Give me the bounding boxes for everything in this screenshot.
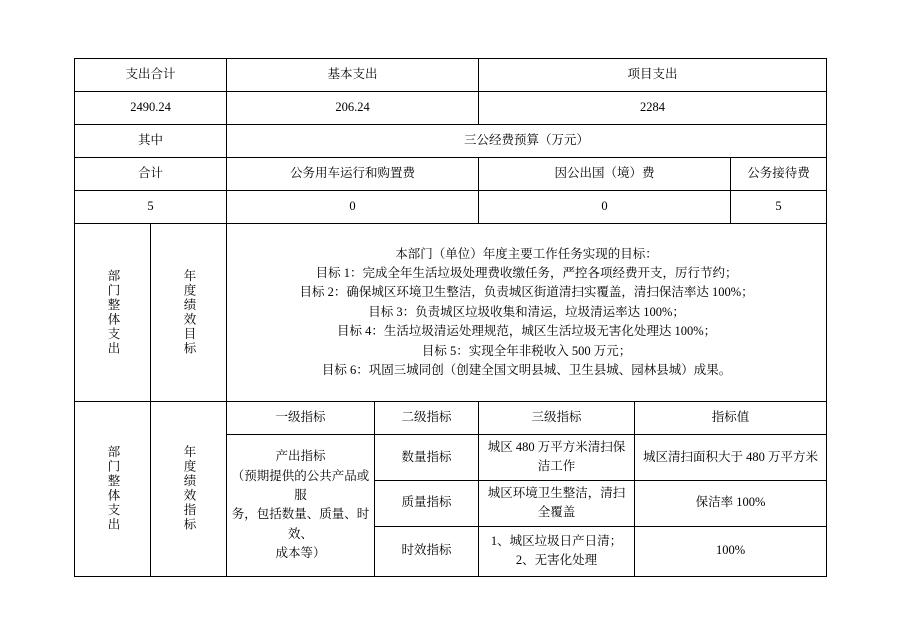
cell-overseas-travel-header: 因公出国（境）费: [479, 158, 731, 191]
timeliness-line-1: 1、城区垃圾日产日清；: [490, 533, 623, 548]
cell-sanggong-total-value: 5: [75, 191, 227, 224]
cell-expenditure-total-value: 2490.24: [75, 92, 227, 125]
cell-indicator-value-header: 指标值: [635, 402, 827, 435]
cell-level2-quantity-indicator: 数量指标: [375, 435, 479, 481]
level1-line-2: （预期提供的公共产品或服: [231, 468, 370, 502]
cell-overseas-travel-value: 0: [479, 191, 731, 224]
cell-level3-timeliness-indicator: [479, 526, 635, 576]
cell-level1-output-indicator: [227, 435, 375, 577]
cell-value-quantity-indicator: 城区清扫面积大于 480 万平方米: [635, 435, 827, 481]
cell-official-reception-value: 5: [731, 191, 827, 224]
table-row-sanggong-values: [75, 191, 827, 224]
cell-value-quality-indicator: 保洁率 100%: [635, 480, 827, 526]
table-row-sanggong-title: [75, 125, 827, 158]
table-row-performance-goals: [75, 224, 827, 402]
cell-level1-indicator-header: 一级指标: [227, 402, 375, 435]
label-annual-performance-indicator: 年度绩效指标: [181, 445, 196, 533]
label-dept-overall-expenditure-indicator: 部门整体支出: [105, 445, 120, 533]
cell-vehicle-cost-header: 公务用车运行和购置费: [227, 158, 479, 191]
cell-level2-quality-indicator: 质量指标: [375, 480, 479, 526]
cell-level3-quantity-indicator: 城区 480 万平方米清扫保洁工作: [479, 435, 635, 481]
cell-value-timeliness-indicator: 100%: [635, 526, 827, 576]
cell-basic-expenditure-header: 基本支出: [227, 59, 479, 92]
goal-item-1: 目标 1：完成全年生活垃圾处理费收缴任务，严控各项经费开支，厉行节约；: [315, 266, 738, 281]
goals-intro: 本部门（单位）年度主要工作任务实现的目标：: [395, 246, 658, 261]
goal-item-5: 目标 5：实现全年非税收入 500 万元；: [421, 343, 632, 358]
cell-performance-goals-body: [227, 224, 827, 402]
timeliness-line-2: 2、无害化处理: [515, 553, 598, 567]
level1-line-3: 务，包括数量、质量、时效、: [231, 507, 370, 541]
cell-level2-timeliness-indicator: 时效指标: [375, 526, 479, 576]
cell-level3-indicator-header: 三级指标: [479, 402, 635, 435]
table-row-sanggong-headers: [75, 158, 827, 191]
budget-performance-table: [74, 58, 827, 577]
goal-item-3: 目标 3：负责城区垃圾收集和清运，垃圾清运率达 100%；: [368, 304, 685, 319]
cell-expenditure-total-header: 支出合计: [75, 59, 227, 92]
level1-line-1: 产出指标: [275, 449, 326, 464]
cell-project-expenditure-value: 2284: [479, 92, 827, 125]
goal-item-6: 目标 6：巩固三城同创（创建全国文明县城、卫生县城、园林县城）成果。: [321, 362, 732, 377]
table-row-indicator-headers: [75, 402, 827, 435]
cell-basic-expenditure-value: 206.24: [227, 92, 479, 125]
label-annual-performance-goal: 年度绩效目标: [181, 269, 196, 356]
cell-annual-performance-goal-label: [151, 224, 227, 402]
cell-dept-overall-expenditure-label-goal: [75, 224, 151, 402]
level1-line-4: 成本等）: [275, 546, 326, 560]
cell-level2-indicator-header: 二级指标: [375, 402, 479, 435]
cell-official-reception-header: 公务接待费: [731, 158, 827, 191]
cell-level3-quality-indicator: 城区环境卫生整洁，清扫全覆盖: [479, 480, 635, 526]
goal-item-4: 目标 4：生活垃圾清运处理规范，城区生活垃圾无害化处理达 100%；: [336, 324, 717, 339]
label-dept-overall-expenditure-goal: 部门整体支出: [105, 269, 120, 356]
cell-sanggong-budget-title: 三公经费预算（万元）: [227, 125, 827, 158]
cell-vehicle-cost-value: 0: [227, 191, 479, 224]
table-row-expenditure-headers: [75, 59, 827, 92]
cell-among-which-label: 其中: [75, 125, 227, 158]
cell-annual-performance-indicator-label: [151, 402, 227, 577]
cell-sanggong-total-header: 合计: [75, 158, 227, 191]
table-row-expenditure-values: [75, 92, 827, 125]
goal-item-2: 目标 2：确保城区环境卫生整洁，负责城区街道清扫实覆盖，清扫保洁率达 100%；: [299, 285, 754, 300]
cell-project-expenditure-header: 项目支出: [479, 59, 827, 92]
cell-dept-overall-expenditure-label-indicator: [75, 402, 151, 577]
